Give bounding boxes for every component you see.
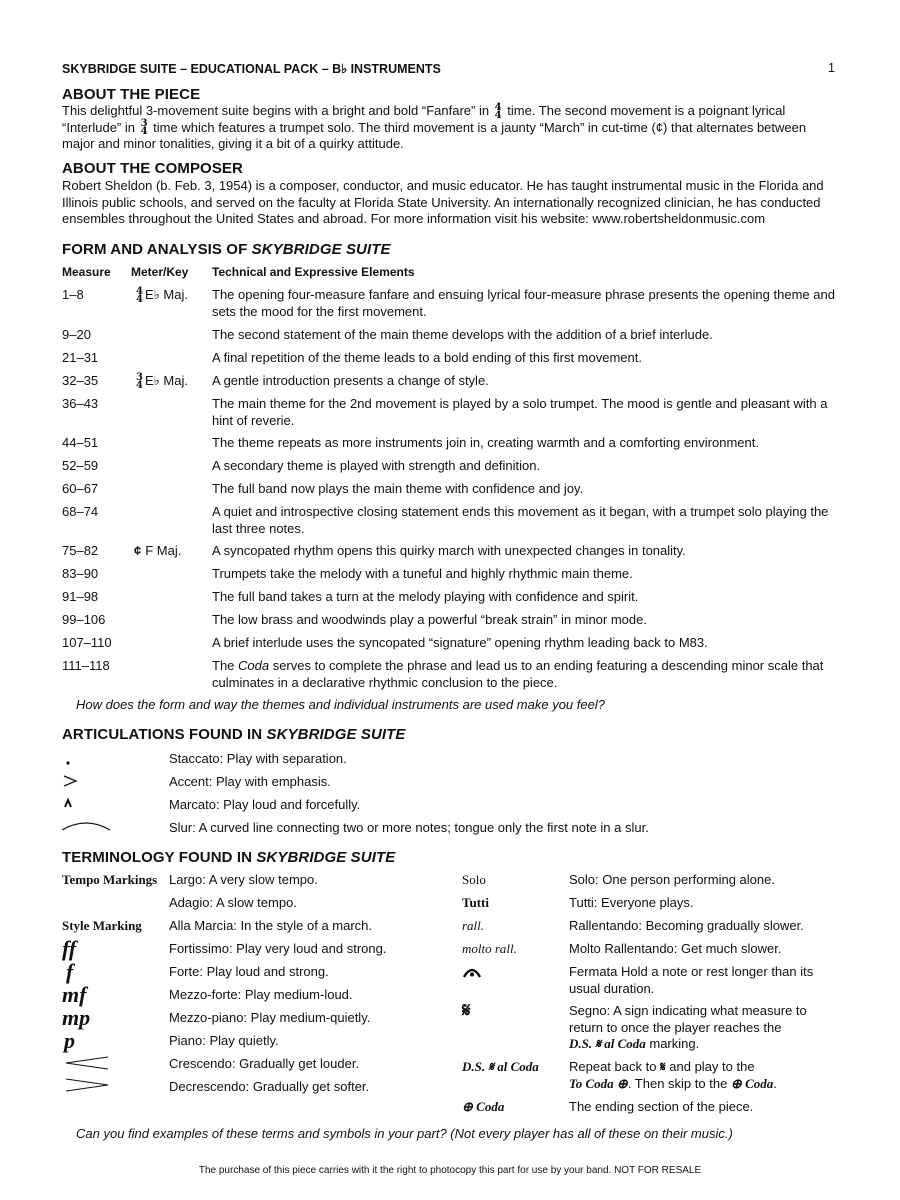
articulation-accent: Accent: Play with emphasis.: [169, 774, 331, 789]
column-header-measure: Measure: [62, 265, 111, 279]
row-measure: 36–43: [62, 396, 99, 411]
def-fortissimo: Fortissimo: Play very loud and strong.: [169, 941, 387, 956]
row-meter-key: [134, 287, 188, 304]
time-signature-3-4: 3 4: [140, 118, 148, 138]
time-signature-4-4: 4 4: [494, 101, 502, 121]
about-piece-heading: ABOUT THE PIECE: [62, 86, 201, 103]
articulation-slur: Slur: A curved line connecting two or more notes; tongue only the first note in a slur.: [169, 820, 649, 835]
mezzo-forte-symbol: mf: [62, 982, 87, 1007]
row-measure: 83–90: [62, 566, 99, 581]
crescendo-icon: [62, 1055, 112, 1071]
column-header-meter-key: Meter/Key: [131, 265, 189, 279]
articulation-staccato: Staccato: Play with separation.: [169, 751, 347, 766]
cut-time-symbol: ¢: [134, 543, 142, 558]
marcato-icon: [62, 796, 112, 810]
term-tempo-markings: Tempo Markings: [62, 872, 158, 887]
about-composer-text: Robert Sheldon (b. Feb. 3, 1954) is a composer, conductor, and music educator. He has taught instrumental music in the Florida and Illinois public schools, and served on the faculty at Florida State University. An internationally recognized clinician, he has conducted ensembles throughout the United States and abroad. For more information visit his website: www.robertsheldonmusic.com: [62, 178, 824, 226]
decrescendo-icon: [62, 1077, 112, 1093]
def-segno: Segno: A sign indicating what measure to return to once the player reaches the D.S. 𝄋 al Coda marking.: [569, 1003, 807, 1051]
row-description: The Coda serves to complete the phrase and lead us to an ending featuring a descending minor scale that culminates in a declarative rhythmic conclusion to the piece.: [212, 658, 824, 690]
form-question: How does the form and way the themes and individual instruments are used make you feel?: [76, 697, 605, 712]
row-measure: 1–8: [62, 287, 84, 302]
page-number: 1: [828, 61, 835, 75]
term-coda: ⊕ Coda: [462, 1099, 505, 1114]
term-tutti: Tutti: [462, 895, 489, 910]
footer-notice: The purchase of this piece carries with it the right to photocopy this part for use by your band. NOT FOR RESALE: [198, 1165, 702, 1176]
def-fermata: Fermata Hold a note or rest longer than its usual duration.: [569, 964, 814, 996]
row-description: A gentle introduction presents a change of style.: [212, 373, 489, 388]
row-description: The second statement of the main theme develops with the addition of a brief interlude.: [212, 327, 713, 342]
terminology-question: Can you find examples of these terms and symbols in your part? (Not every player has all of these on their music.): [76, 1126, 733, 1141]
time-signature: 4 4: [136, 285, 143, 305]
slur-icon: [60, 818, 112, 834]
about-composer-heading: ABOUT THE COMPOSER: [62, 160, 243, 177]
def-alla-marcia: Alla Marcia: In the style of a march.: [169, 918, 373, 933]
row-measure: 111–118: [62, 658, 110, 673]
row-description: A final repetition of the theme leads to a bold ending of this first movement.: [212, 350, 642, 365]
row-measure: 44–51: [62, 435, 99, 450]
def-crescendo: Crescendo: Gradually get louder.: [169, 1056, 360, 1071]
mezzo-piano-symbol: mp: [62, 1005, 91, 1030]
def-mezzo-forte: Mezzo-forte: Play medium-loud.: [169, 987, 353, 1002]
row-measure: 68–74: [62, 504, 99, 519]
row-description: The main theme for the 2nd movement is played by a solo trumpet. The mood is gentle and pleasant with a hint of reverie.: [212, 396, 828, 428]
row-description: The low brass and woodwinds play a powerful “break strain” in minor mode.: [212, 612, 647, 627]
def-piano: Piano: Play quietly.: [169, 1033, 279, 1048]
def-largo: Largo: A very slow tempo.: [169, 872, 318, 887]
row-measure: 91–98: [62, 589, 99, 604]
term-style-marking: Style Marking: [62, 918, 142, 933]
def-solo: Solo: One person performing alone.: [569, 872, 775, 887]
row-measure: 60–67: [62, 481, 99, 496]
row-description: The opening four-measure fanfare and ensuing lyrical four-measure phrase presents the opening theme and sets the mood for the first movement.: [212, 287, 835, 319]
def-rall: Rallentando: Becoming gradually slower.: [569, 918, 804, 933]
about-piece-text: This delightful 3-movement suite begins with a bright and bold “Fanfare” in 4 4 time. The second movement is a poignant lyrical “Interlude” in 3 4 time which features a trumpet solo. The third movement is a jaunty “March” in cut-time (¢) that alternates between major and minor tonalities, giving it a bit of a quirky attitude.: [62, 101, 807, 152]
articulation-marcato: Marcato: Play loud and forcefully.: [169, 797, 361, 812]
staccato-icon: [62, 756, 112, 770]
row-key: F Maj.: [145, 543, 182, 558]
row-description: A syncopated rhythm opens this quirky march with unexpected changes in tonality.: [212, 543, 686, 558]
term-solo: Solo: [462, 872, 486, 887]
row-measure: 75–82: [62, 543, 99, 558]
row-measure: 52–59: [62, 458, 99, 473]
term-molto-rall: molto rall.: [462, 941, 517, 956]
accent-icon: [62, 774, 112, 788]
row-key: E♭ Maj.: [144, 373, 188, 388]
row-description: Trumpets take the melody with a tuneful and highly rhythmic main theme.: [212, 566, 633, 581]
row-description: The full band now plays the main theme with confidence and joy.: [212, 481, 584, 496]
row-description: A secondary theme is played with strength and definition.: [212, 458, 541, 473]
row-description: A quiet and introspective closing statement ends this movement as it began, with a trumpet solo playing the last three notes.: [212, 504, 829, 536]
row-meter-key: [134, 373, 188, 390]
def-adagio: Adagio: A slow tempo.: [169, 895, 297, 910]
articulations-heading: ARTICULATIONS FOUND IN SKYBRIDGE SUITE: [62, 726, 406, 743]
fermata-icon: [462, 962, 482, 980]
row-key: E♭ Maj.: [144, 287, 188, 302]
row-measure: 9–20: [62, 327, 91, 342]
row-meter-key: [134, 543, 181, 560]
row-description: The full band takes a turn at the melody playing with confidence and spirit.: [212, 589, 639, 604]
fortissimo-symbol: ff: [62, 936, 77, 961]
forte-symbol: f: [66, 959, 74, 984]
row-measure: 107–110: [62, 635, 112, 650]
row-description: The theme repeats as more instruments join in, creating warmth and a comforting environment.: [212, 435, 759, 450]
form-analysis-heading: FORM AND ANALYSIS OF SKYBRIDGE SUITE: [62, 241, 391, 258]
row-measure: 32–35: [62, 373, 99, 388]
def-coda: The ending section of the piece.: [569, 1099, 754, 1114]
terminology-heading: TERMINOLOGY FOUND IN SKYBRIDGE SUITE: [62, 849, 396, 866]
term-rall: rall.: [462, 918, 485, 933]
piano-symbol: p: [64, 1028, 75, 1053]
segno-icon: 𝄋: [462, 1000, 471, 1022]
time-signature: 3 4: [136, 371, 143, 391]
def-molto-rall: Molto Rallentando: Get much slower.: [569, 941, 782, 956]
row-description: A brief interlude uses the syncopated “signature” opening rhythm leading back to M83.: [212, 635, 708, 650]
def-ds-al-coda: Repeat back to 𝄋 and play to the To Coda ⊕. Then skip to the ⊕ Coda.: [569, 1059, 777, 1091]
def-decrescendo: Decrescendo: Gradually get softer.: [169, 1079, 370, 1094]
def-tutti: Tutti: Everyone plays.: [569, 895, 694, 910]
column-header-elements: Technical and Expressive Elements: [212, 265, 415, 279]
row-measure: 99–106: [62, 612, 106, 627]
def-forte: Forte: Play loud and strong.: [169, 964, 329, 979]
def-mezzo-piano: Mezzo-piano: Play medium-quietly.: [169, 1010, 371, 1025]
row-measure: 21–31: [62, 350, 99, 365]
term-ds-al-coda: D.S. 𝄋 al Coda: [462, 1059, 539, 1074]
document-header: SKYBRIDGE SUITE – EDUCATIONAL PACK – B♭ INSTRUMENTS: [62, 62, 441, 76]
